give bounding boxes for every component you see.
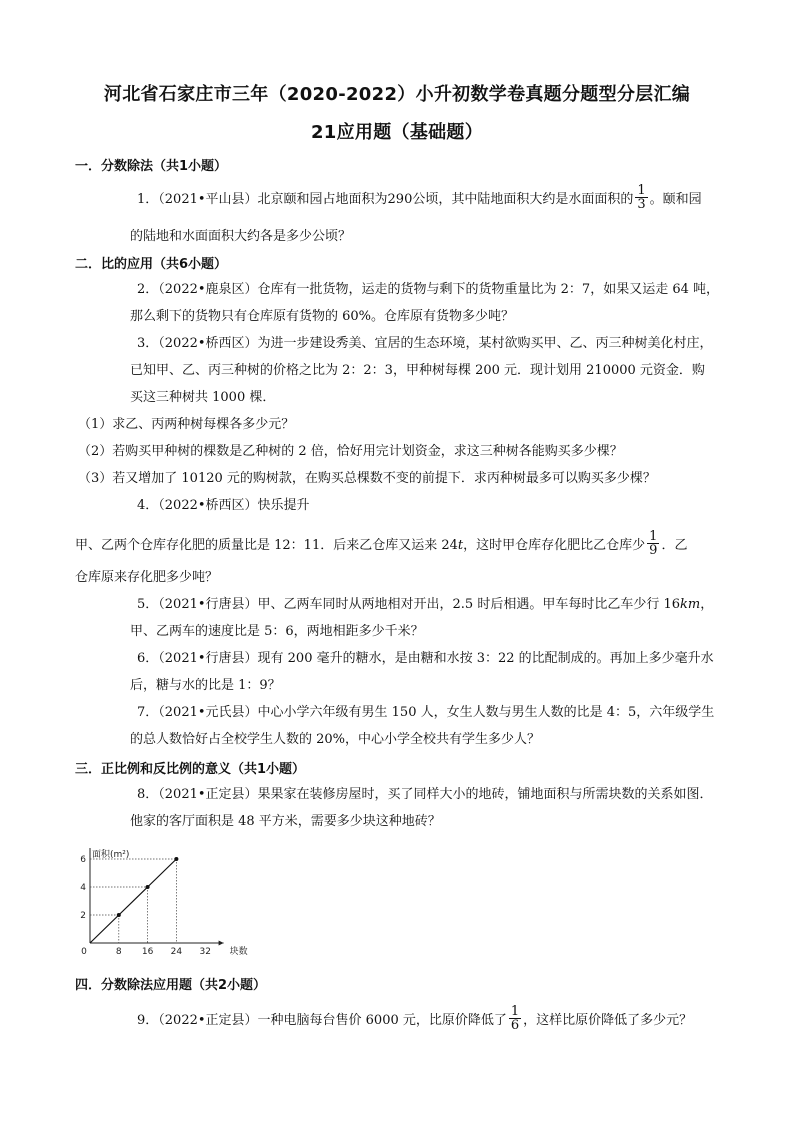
fraction-numerator: 1 (637, 183, 646, 198)
q5-text-b: ， (700, 597, 714, 612)
section-heading-4: 四．分数除法应用题（共2小题） (75, 978, 267, 993)
q3-sub1: （1）求乙、丙两种树每棵各多少元？ (78, 417, 295, 432)
q3-line1: 3．（2022•桥西区）为进一步建设秀美、宜居的生态环境，某村欲购买甲、乙、丙三种树美化村庄， (137, 336, 713, 351)
q1-text-b: 。颐和园 (649, 192, 702, 207)
q3-line2: 已知甲、乙、丙三种树的价格之比为 2：2：3，甲种树每棵 200 元．现计划用 210000 元资金．购 (130, 363, 705, 378)
q4-text-c: ．乙 (661, 538, 688, 553)
y-tick-label: 2 (80, 911, 86, 921)
q6-line1: 6．（2021•行唐县）现有 200 毫升的糖水，是由糖和水按 3：22 的比配制成的。再加上多少毫升水 (137, 651, 714, 666)
fraction-denominator: 9 (649, 543, 658, 558)
q3-line3: 买这三种树共 1000 棵． (130, 390, 276, 405)
q4-text-b: ，这时甲仓库存化肥比乙仓库少 (463, 538, 646, 553)
q9-text-a: 9．（2022•正定县）一种电脑每台售价 6000 元，比原价降低了 (137, 1013, 507, 1028)
data-point (117, 913, 121, 917)
q7-line2: 的总人数恰好占全校学生人数的 20%，中心小学全校共有学生多少人？ (130, 732, 541, 747)
fraction-denominator: 6 (510, 1018, 520, 1033)
y-axis-label: 面积(m²) (92, 850, 130, 860)
q9-text-b: ，这样比原价降低了多少元？ (523, 1013, 693, 1028)
q2-line1: 2．（2022•鹿泉区）仓库有一批货物，运走的货物与剩下的货物重量比为 2：7，如果又运走 64 吨， (137, 282, 720, 297)
q8-line2: 他家的客厅面积是 48 平方米，需要多少块这种地砖？ (130, 814, 441, 829)
data-point (146, 885, 150, 889)
q1-text-a: 1．（2021•平山县）北京颐和园占地面积为290公顷，其中陆地面积大约是水面面积的 (137, 192, 634, 207)
doc-title-line1: 河北省石家庄市三年（2020-2022）小升初数学卷真题分题型分层汇编 (103, 84, 691, 105)
section-heading-2: 二．比的应用（共6小题） (75, 257, 228, 272)
fraction-one-third (635, 184, 647, 211)
q1-line2: 的陆地和水面面积大约各是多少公顷？ (130, 229, 352, 244)
q6-line2: 后，糖与水的比是 1：9？ (130, 678, 281, 693)
section-heading-1: 一．分数除法（共1小题） (75, 159, 228, 174)
fraction-denominator: 3 (637, 197, 646, 212)
q4-unit: t (457, 538, 464, 553)
fraction-numerator: 1 (510, 1004, 520, 1019)
x-axis-arrow (219, 941, 224, 946)
fraction-one-sixth (509, 1005, 521, 1032)
q3-sub3: （3）若又增加了 10120 元的购树款，在购买总棵数不变的前提下．求丙种树最多可以购买多少棵？ (78, 471, 656, 486)
fraction-one-ninth (647, 530, 659, 557)
q9-line1 (137, 1004, 693, 1034)
doc-title-line2: 21应用题（基础题） (310, 122, 484, 143)
q4-line1: 4．（2022•桥西区）快乐提升 (137, 498, 310, 513)
q7-line1: 7．（2021•元氏县）中心小学六年级有男生 150 人，女生人数与男生人数的比是 4：5，六年级学生 (137, 705, 715, 720)
x-tick-label: 0 (81, 947, 87, 957)
x-tick-label: 24 (170, 947, 183, 957)
chart-layer (80, 848, 247, 957)
q8-line1: 8．（2021•正定县）果果家在装修房屋时，买了同样大小的地砖，铺地面积与所需块数的关系如图． (137, 787, 713, 802)
data-point (174, 857, 178, 861)
q3-sub2: （2）若购买甲种树的棵数是乙种树的 2 倍，恰好用完计划资金，求这三种树各能购买多少棵？ (78, 444, 623, 459)
y-tick-label: 4 (80, 883, 86, 893)
q4-line3: 仓库原来存化肥多少吨？ (75, 570, 219, 585)
area-vs-tiles-chart (72, 848, 252, 960)
x-tick-label: 32 (199, 947, 211, 957)
q5-line2: 甲、乙两车的速度比是 5：6，两地相距多少千米？ (130, 624, 424, 639)
q5-unit: km (680, 597, 701, 612)
section-heading-3: 三．正比例和反比例的意义（共1小题） (75, 762, 306, 777)
x-axis-label: 块数 (229, 947, 248, 957)
q5-text-a: 5．（2021•行唐县）甲、乙两车同时从两地相对开出，2.5 时后相遇。甲车每时比乙车少行 16 (137, 597, 681, 612)
q1-line1 (137, 183, 702, 213)
x-tick-label: 16 (141, 947, 154, 957)
fraction-numerator: 1 (649, 529, 658, 544)
q4-line2 (75, 529, 688, 559)
q4-text-a: 甲、乙两个仓库存化肥的质量比是 12：11．后来乙仓库又运来 24 (75, 538, 458, 553)
series-line (90, 859, 176, 943)
q2-line2: 那么剩下的货物只有仓库原有货物的 60%。仓库原有货物多少吨？ (130, 309, 515, 324)
q5-line1 (137, 595, 713, 615)
y-tick-label: 6 (80, 855, 86, 865)
x-tick-label: 8 (115, 947, 122, 957)
